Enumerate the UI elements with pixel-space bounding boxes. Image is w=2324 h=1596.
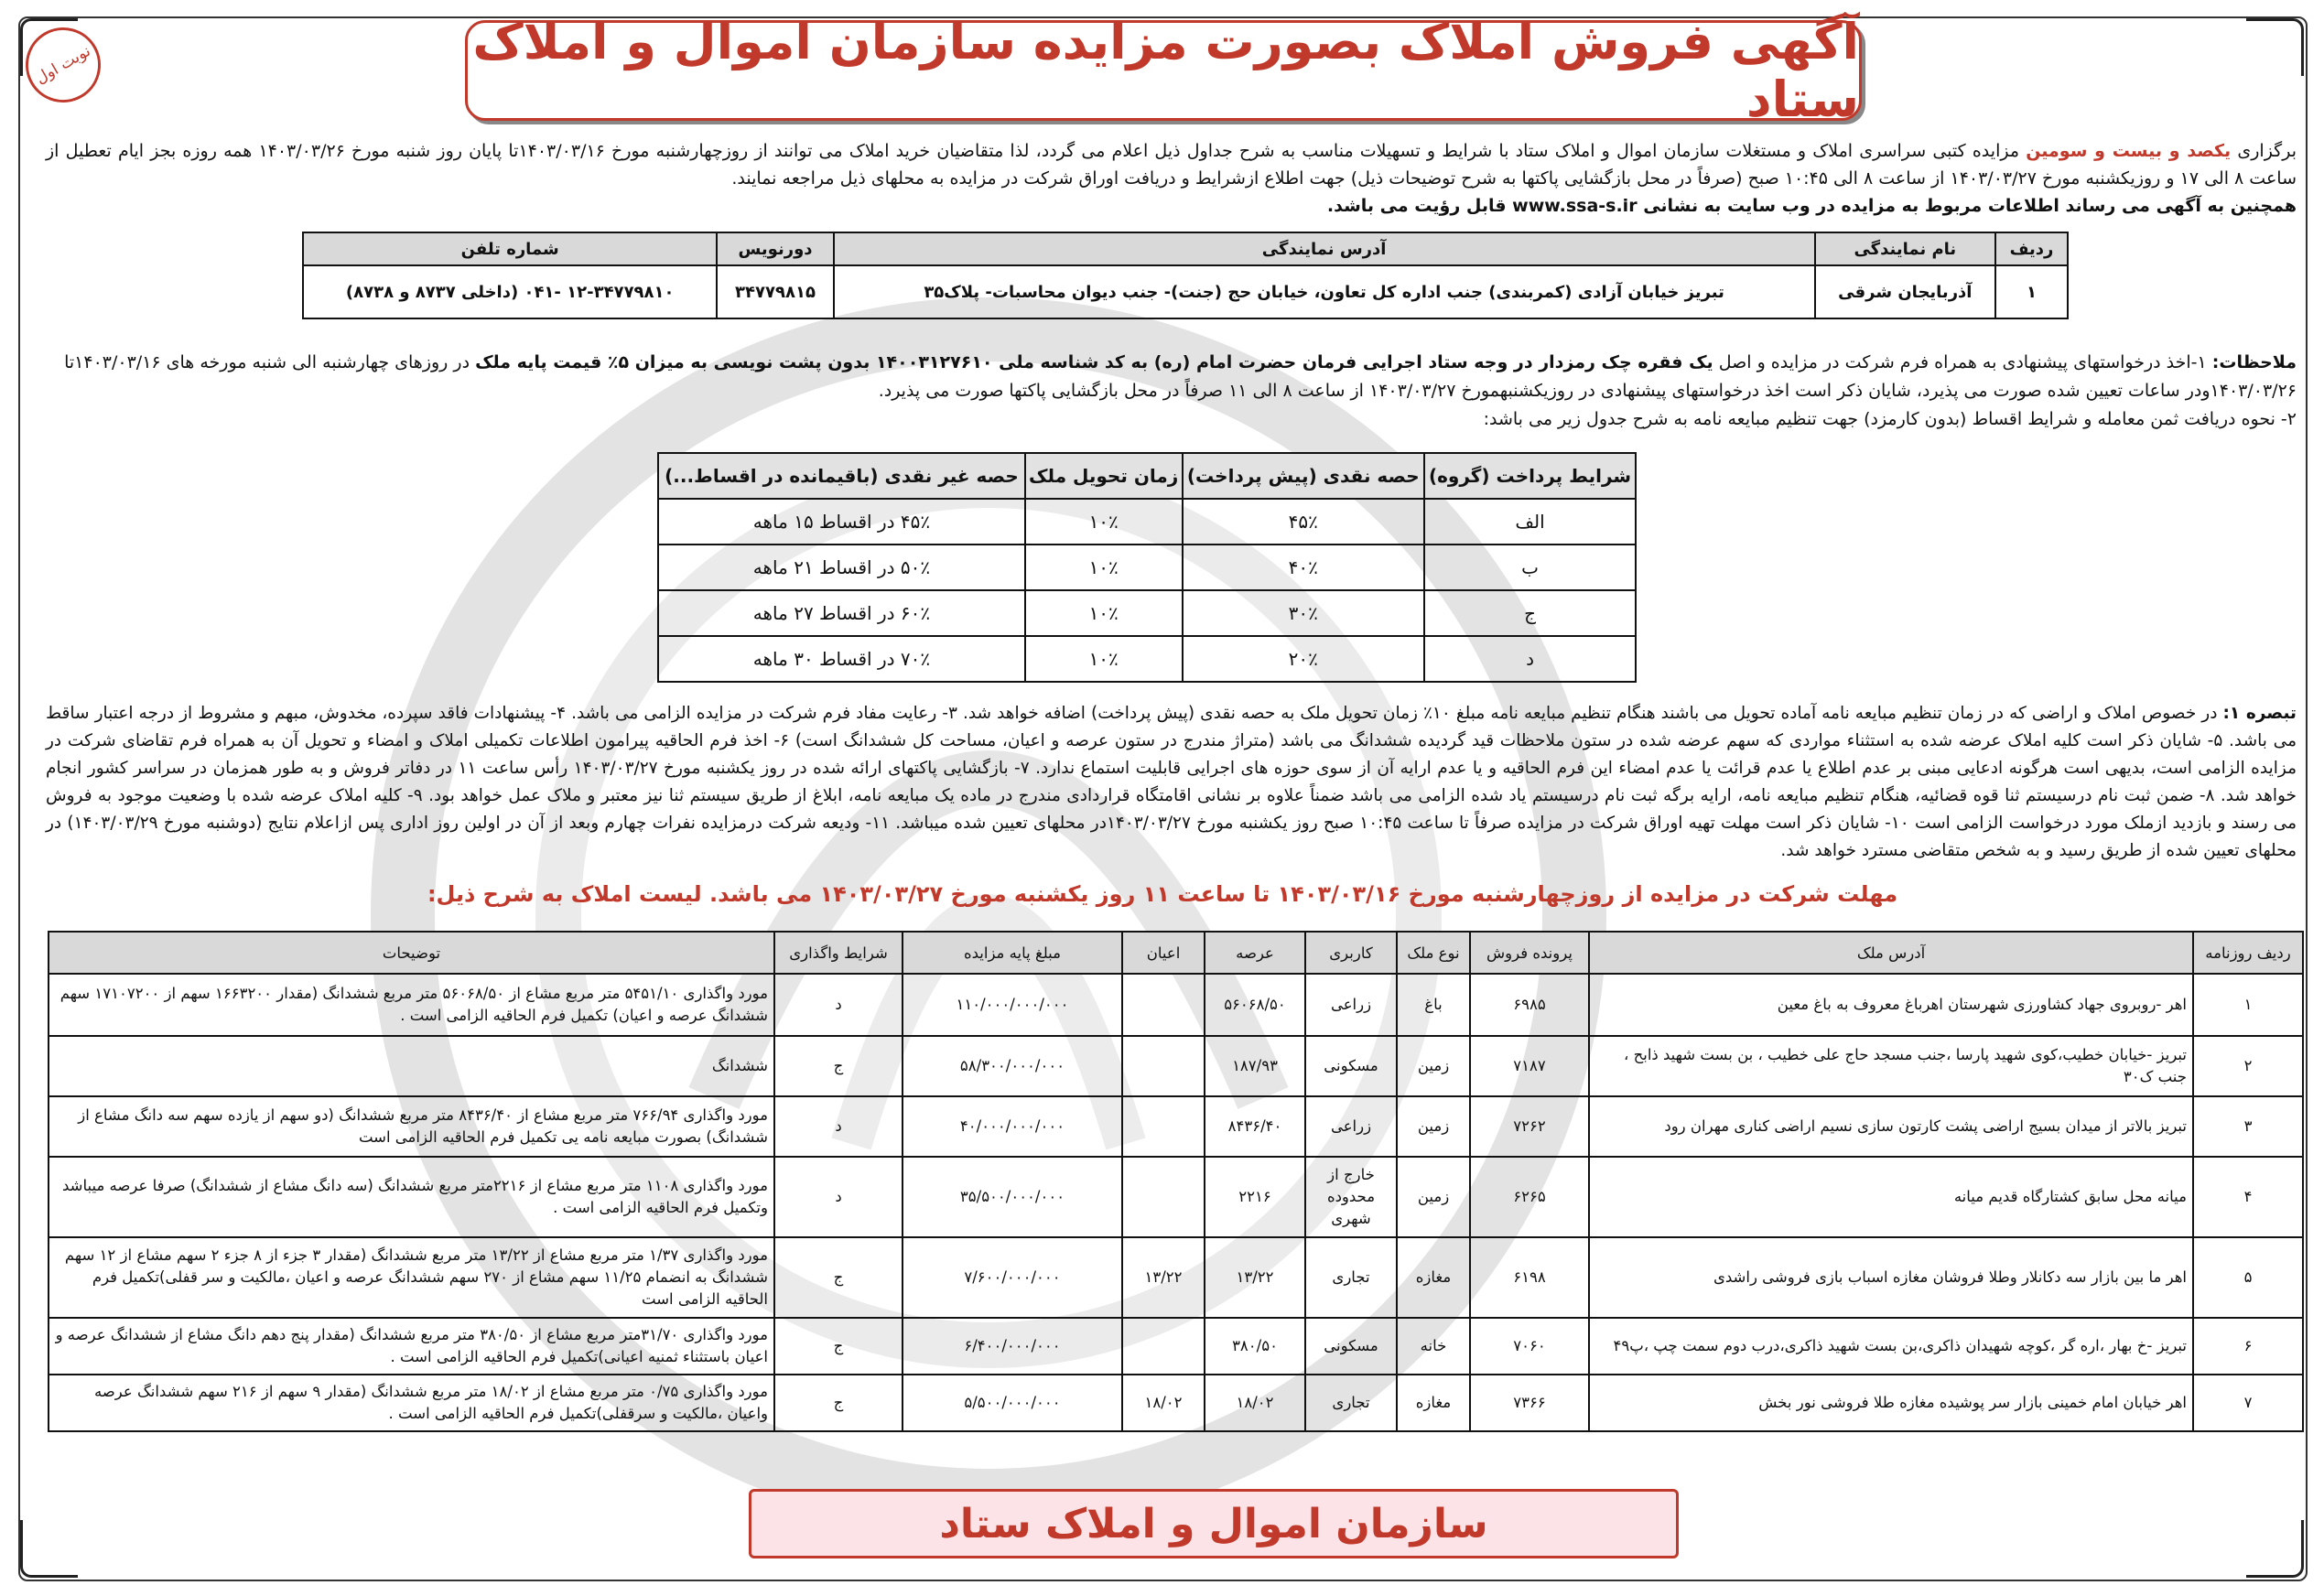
props-cell: زمین xyxy=(1397,1157,1470,1237)
agency-cell: ۱ xyxy=(1995,265,2068,318)
props-row xyxy=(49,1036,2303,1096)
props-row xyxy=(49,974,2303,1036)
props-cell: میانه محل سابق کشتارگاه قدیم میانه xyxy=(1589,1157,2193,1237)
pay-cell: ۱۰٪ xyxy=(1025,590,1183,636)
props-header: شرایط واگذاری xyxy=(774,932,903,974)
props-cell: ۲ xyxy=(2193,1036,2303,1096)
props-cell: ۴ xyxy=(2193,1157,2303,1237)
props-cell: ۶ xyxy=(2193,1318,2303,1375)
props-cell: ۷/۶۰۰/۰۰۰/۰۰۰ xyxy=(903,1237,1122,1318)
notes-section: ملاحظات: ۱-اخذ درخواستهای پیشنهادی به همراه فرم شرکت در مزایده و اصل یک فقره چک رمزدار در وجه ستاد اجرایی فرمان حضرت امام (ره) به کد شناسه ملی ۱۴۰۰۳۱۲۷۶۱۰ بدون پشت نویسی به میزان ۵٪ قیمت پایه ملک در روزهای چهارشنبه الی شنبه مورخه های ۱۴۰۳/۰۳/۱۶تا ۱۴۰۳/۰۳/۲۶ودر ساعات تعیین شده صورت می پذیرد، شایان ذکر است اخذ درخواستهای پیشنهادی در روزیکشنبهمورخ ۱۴۰۳/۰۳/۲۷ از ساعت ۸ الی ۱۱ صرفاً در محل بازگشایی پاکتها صورت می پذیرد. ۲- نحوه دریافت ثمن معامله و شرایط اقساط (بدون کارمزد) جهت تنظیم مبایعه نامه به شرح جدول زیر می باشد: xyxy=(64,352,2297,429)
props-cell: تبریز -خ بهار ،اره گر ،کوچه شهیدان ذاکری،بن بست شهید ذاکری،درب دوم سمت چپ ،پ۴۹ xyxy=(1589,1318,2193,1375)
props-cell: ششدانگ xyxy=(49,1036,774,1096)
pay-cell: الف xyxy=(1424,499,1636,545)
props-cell: خارج از محدوده شهری xyxy=(1305,1157,1397,1237)
props-header: کاربری xyxy=(1305,932,1397,974)
props-header: مبلغ پایه مزایده xyxy=(903,932,1122,974)
props-header: اعیان xyxy=(1122,932,1205,974)
props-row xyxy=(49,1375,2303,1431)
props-cell: ۶/۴۰۰/۰۰۰/۰۰۰ xyxy=(903,1318,1122,1375)
agency-header: ردیف xyxy=(1995,232,2068,265)
props-cell: تبریز بالاتر از میدان بسیج اراضی پشت کارتون سازی نسیم اراضی کناری مهران رود xyxy=(1589,1096,2193,1157)
props-header: نوع ملک xyxy=(1397,932,1470,974)
props-cell: مورد واگذاری ۳۱/۷۰متر مربع مشاع از ۳۸۰/۵۰ متر مربع ششدانگ (مقدار پنج دهم دانگ مشاع از ششدانگ عرصه و اعیان باستثناء ثمنیه اعیانی)تکمیل فرم الحاقیه الزامی است . xyxy=(49,1318,774,1375)
deadline-notice: مهلت شرکت در مزایده از روزچهارشنبه مورخ ۱۴۰۳/۰۳/۱۶ تا ساعت ۱۱ روز یکشنبه مورخ ۱۴۰۳/۰۳/۲۷ می باشد. لیست املاک به شرح ذیل: xyxy=(427,881,1898,907)
props-cell: مسکونی xyxy=(1305,1036,1397,1096)
props-header: آدرس ملک xyxy=(1589,932,2193,974)
pay-cell: ۴۵٪ در اقساط ۱۵ ماهه xyxy=(658,499,1025,545)
props-cell: ج xyxy=(774,1237,903,1318)
props-cell: ۴۰/۰۰۰/۰۰۰/۰۰۰ xyxy=(903,1096,1122,1157)
props-cell: ۱۸۷/۹۳ xyxy=(1205,1036,1305,1096)
props-cell: ۵/۵۰۰/۰۰۰/۰۰۰ xyxy=(903,1375,1122,1431)
props-cell: مورد واگذاری ۱۱۰۸ متر مربع مشاع از ۲۲۱۶متر مربع ششدانگ (سه دانگ مشاع از ششدانگ) صرفا عرصه میباشد وتکمیل فرم الحاقیه الزامی است . xyxy=(49,1157,774,1237)
props-cell: ۸۴۳۶/۴۰ xyxy=(1205,1096,1305,1157)
page-title: آگهی فروش املاک بصورت مزایده سازمان اموال و املاک ستاد xyxy=(465,20,1862,121)
props-cell: ۱ xyxy=(2193,974,2303,1036)
pay-cell: ۲۰٪ xyxy=(1183,636,1425,682)
pay-header: حصه غیر نقدی (باقیمانده در اقساط...) xyxy=(658,453,1025,499)
pay-header: شرایط پرداخت (گروه) xyxy=(1424,453,1636,499)
agency-header: شماره تلفن xyxy=(303,232,717,265)
intro-paragraph: برگزاری یکصد و بیست و سومین مزایده کتبی سراسری املاک و مستغلات سازمان اموال و املاک ستاد با شرایط و تسهیلات مناسب به شرح جداول ذیل اعلام می گردد، لذا متقاضیان خرید املاک می توانند از روزچهارشنبه مورخ ۱۴۰۳/۰۳/۱۶تا پایان روز شنبه مورخ ۱۴۰۳/۰۳/۲۶ همه روزه بجز ایام تعطیل از ساعت ۸ الی ۱۷ و روزیکشنبه مورخ ۱۴۰۳/۰۳/۲۷ از ساعت ۸ الی ۱۰:۴۵ صبح (صرفاً در محل بازگشایی پاکتها به شرح توضیحات ذیل) جهت اطلاع ازشرایط و دریافت اوراق شرکت در مزایده به محلهای ذیل مراجعه نمایند. همچنین به آگهی می رساند اطلاعات مربوط به مزایده در وب سایت به نشانی www.ssa-s.ir قابل رؤیت می باشد. xyxy=(46,137,2297,220)
pay-cell: ۱۰٪ xyxy=(1025,545,1183,590)
pay-header: حصه نقدی (پیش پرداخت) xyxy=(1183,453,1425,499)
props-cell: ج xyxy=(774,1375,903,1431)
props-header: عرصه xyxy=(1205,932,1305,974)
props-cell: ۷۰۶۰ xyxy=(1470,1318,1589,1375)
props-cell: اهر خیابان امام خمینی بازار سر پوشیده مغازه طلا فروشی نور بخش xyxy=(1589,1375,2193,1431)
check-requirement: یک فقره چک رمزدار در وجه ستاد اجرایی فرمان حضرت امام (ره) به کد شناسه ملی ۱۴۰۰۳۱۲۷۶۱۰ بدون پشت نویسی به میزان ۵٪ قیمت پایه ملک xyxy=(475,352,1713,372)
props-header: توضیحات xyxy=(49,932,774,974)
props-cell: ۷۳۶۶ xyxy=(1470,1375,1589,1431)
tabsere-label: تبصره ۱: xyxy=(2222,704,2297,723)
props-cell: ۱۸/۰۲ xyxy=(1122,1375,1205,1431)
pay-cell: ۶۰٪ در اقساط ۲۷ ماهه xyxy=(658,590,1025,636)
pay-row xyxy=(658,545,1636,590)
pay-cell: ۳۰٪ xyxy=(1183,590,1425,636)
props-cell: مسکونی xyxy=(1305,1318,1397,1375)
props-cell: اهر ما بین بازار سه دکانلار وطلا فروشان مغازه اسباب بازی فروشی راشدی xyxy=(1589,1237,2193,1318)
property-table xyxy=(48,931,2304,1432)
agency-cell: تبریز خیابان آزادی (کمربندی) جنب اداره کل تعاون، خیابان حج (جنت)- جنب دیوان محاسبات- پلاک۳۵ xyxy=(834,265,1815,318)
props-cell: زمین xyxy=(1397,1096,1470,1157)
props-cell xyxy=(1122,1157,1205,1237)
props-cell xyxy=(1122,1318,1205,1375)
auction-number: یکصد و بیست و سومین xyxy=(2026,141,2232,161)
agency-cell: ۳۴۷۷۹۸۱۵ xyxy=(717,265,833,318)
props-row xyxy=(49,1096,2303,1157)
pay-cell: ۴۵٪ xyxy=(1183,499,1425,545)
props-cell: د xyxy=(774,1157,903,1237)
pay-cell: ج xyxy=(1424,590,1636,636)
props-cell: ۷۲۶۲ xyxy=(1470,1096,1589,1157)
props-cell: مورد واگذاری ۱/۳۷ متر مربع مشاع از ۱۳/۲۲ متر مربع ششدانگ (مقدار ۳ جزء از ۸ جزء ۲ سهم مشاع از ۱۲ سهم ششدانگ به انضمام ۱۱/۲۵ سهم مشاع از ۲۷۰ سهم ششدانگ عرصه و اعیان ،مالکیت و سر قفلی)تکمیل فرم الحاقیه الزامی است xyxy=(49,1237,774,1318)
agency-cell: آذربایجان شرقی xyxy=(1815,265,1995,318)
corner-ornament xyxy=(20,1520,78,1578)
props-cell: تجاری xyxy=(1305,1375,1397,1431)
corner-ornament xyxy=(2246,18,2304,76)
agency-cell: ۱۲-۳۴۷۷۹۸۱۰ -۰۴۱ (داخلی ۸۷۳۷ و ۸۷۳۸) xyxy=(303,265,717,318)
props-cell: خانه xyxy=(1397,1318,1470,1375)
props-cell: ج xyxy=(774,1318,903,1375)
corner-ornament xyxy=(2246,1520,2304,1578)
props-cell: ۶۲۶۵ xyxy=(1470,1157,1589,1237)
pay-cell: د xyxy=(1424,636,1636,682)
pay-cell: ۴۰٪ xyxy=(1183,545,1425,590)
notes-label: ملاحظات: xyxy=(2211,352,2297,372)
props-cell: ۷۱۸۷ xyxy=(1470,1036,1589,1096)
props-cell: د xyxy=(774,974,903,1036)
props-cell: ۳۸۰/۵۰ xyxy=(1205,1318,1305,1375)
props-cell: ۲۲۱۶ xyxy=(1205,1157,1305,1237)
props-cell: تجاری xyxy=(1305,1237,1397,1318)
pay-cell: ب xyxy=(1424,545,1636,590)
agency-row xyxy=(303,265,2068,318)
footer-org-name: سازمان اموال و املاک ستاد xyxy=(749,1489,1679,1558)
pay-row xyxy=(658,499,1636,545)
props-cell: مغازه xyxy=(1397,1375,1470,1431)
props-cell: زمین xyxy=(1397,1036,1470,1096)
pay-cell: ۵۰٪ در اقساط ۲۱ ماهه xyxy=(658,545,1025,590)
pay-row xyxy=(658,590,1636,636)
props-row xyxy=(49,1157,2303,1237)
props-cell: ۱۳/۲۲ xyxy=(1205,1237,1305,1318)
props-cell: ۱۳/۲۲ xyxy=(1122,1237,1205,1318)
props-cell: ۳۵/۵۰۰/۰۰۰/۰۰۰ xyxy=(903,1157,1122,1237)
props-cell: تبریز -خیابان خطیب،کوی شهید پارسا ،جنب مسجد حاج علی خطیب ، بن بست شهید ذابح ، جنب ک۳۰ xyxy=(1589,1036,2193,1096)
pay-cell: ۷۰٪ در اقساط ۳۰ ماهه xyxy=(658,636,1025,682)
pay-header: زمان تحویل ملک xyxy=(1025,453,1183,499)
props-cell: ۷ xyxy=(2193,1375,2303,1431)
props-cell: ۵۶۰۶۸/۵۰ xyxy=(1205,974,1305,1036)
props-cell: ۵ xyxy=(2193,1237,2303,1318)
props-cell: زراعی xyxy=(1305,974,1397,1036)
props-row xyxy=(49,1237,2303,1318)
props-cell: باغ xyxy=(1397,974,1470,1036)
props-cell: مورد واگذاری ۵۴۵۱/۱۰ متر مربع مشاع از ۵۶۰۶۸/۵۰ متر مربع ششدانگ (مقدار ۱۶۶۳۲۰۰ سهم از ۱۷۱۰۷۲۰۰ سهم ششدانگ عرصه و اعیان) تکمیل فرم الحاقیه الزامی است . xyxy=(49,974,774,1036)
props-cell: ۵۸/۳۰۰/۰۰۰/۰۰۰ xyxy=(903,1036,1122,1096)
props-cell: ۶۹۸۵ xyxy=(1470,974,1589,1036)
props-header: پرونده فروش xyxy=(1470,932,1589,974)
props-cell: ج xyxy=(774,1036,903,1096)
props-cell: ۳ xyxy=(2193,1096,2303,1157)
website-notice: همچنین به آگهی می رساند اطلاعات مربوط به مزایده در وب سایت به نشانی www.ssa-s.ir قابل رؤیت می باشد. xyxy=(1326,196,2297,216)
props-cell: اهر -روبروی جهاد کشاورزی شهرستان اهرباغ معروف به باغ معین xyxy=(1589,974,2193,1036)
props-cell: مغازه xyxy=(1397,1237,1470,1318)
props-cell xyxy=(1122,1096,1205,1157)
props-header: ردیف روزنامه xyxy=(2193,932,2303,974)
props-cell: د xyxy=(774,1096,903,1157)
tabsere-section: تبصره ۱: در خصوص املاک و اراضی که در زمان تنظیم مبایعه نامه آماده تحویل می باشند هنگام تنظیم مبایعه نامه مبلغ ۱۰٪ زمان تحویل ملک به حصه نقدی (پیش پرداخت) اضافه خواهد شد. ۳- رعایت مفاد فرم شرکت در مزایده الزامی می باشد. ۴- پیشنهادات فاقد سپرده، مخدوش، مبهم و مشروط از درجه اعتبار ساقط می باشد. ۵- شایان ذکر است کلیه املاک عرضه شده به استثناء مواردی که سهم عرضه شده در ستون ملاحظات قید گردیده ششدانگ می باشد (متراژ مندرج در ستون عرصه و اعیان، مساحت کل ششدانگ است) ۶- اخذ فرم الحاقیه پیرامون اطلاعات تکمیلی املاک و امضاء و تحویل آن به همراه فرم تقاضای شرکت در مزایده الزامی است، بدیهی است هرگونه ادعایی مبنی بر عدم اطلاع یا عدم قرائت یا عدم امضاء این فرم الحاقیه و یا عدم ارایه آن از سوی حوزه های اجرایی قابلیت استماع ندارد. ۷- بازگشایی پاکتهای ارائه شده در روز یکشنبه مورخ ۱۴۰۳/۰۳/۲۷ رأس ساعت ۱۱ در دفاتر فروش و به طور همزمان در سراسر کشور انجام خواهد شد. ۸- ضمن ثبت نام درسیستم ثنا قوه قضائیه، هنگام تنظیم مبایعه نامه، ارایه برگه ثبت نام درسیستم یاد شده الزامی می باشد ضمناً علاوه بر نشانی اقامتگاه قراردادی مندرج در ماده یک مبایعه نامه، ابلاغ از طریق سیستم ثنا نیز معتبر و ملاک عمل خواهد بود. ۹- کلیه املاک عرضه شده با وضعیت موجود به فروش می رسند و بازدید ازملک مورد درخواست الزامی است ۱۰- شایان ذکر است مهلت تهیه اوراق شرکت در مزایده صرفاً تا ساعت ۱۰:۴۵ صبح روز یکشنبه مورخ ۱۴۰۳/۰۳/۲۷در محلهای تعیین شده میباشد. ۱۱- ودیعه شرکت درمزایده نفرات چهارم وبعد از آن در اولین روز اداری پس ازاعلام نتایج (دوشنبه مورخ ۱۴۰۳/۰۳/۲۹) در محلهای تعیین شده از طریق رسید و به شخص متقاضی مسترد خواهد شد. xyxy=(46,704,2297,860)
props-cell: مورد واگذاری ۷۶۶/۹۴ متر مربع مشاع از ۸۴۳۶/۴۰ متر مربع ششدانگ (دو سهم از یازده سهم سه دانگ مشاع از ششدانگ) بصورت مبایعه نامه یی تکمیل فرم الحاقیه الزامی است xyxy=(49,1096,774,1157)
agency-header: دورنویس xyxy=(717,232,833,265)
props-cell: ۱۸/۰۲ xyxy=(1205,1375,1305,1431)
props-cell xyxy=(1122,1036,1205,1096)
agency-table xyxy=(302,232,2069,319)
pay-cell: ۱۰٪ xyxy=(1025,499,1183,545)
payment-terms-table xyxy=(657,452,1637,683)
pay-cell: ۱۰٪ xyxy=(1025,636,1183,682)
props-cell: ۶۱۹۸ xyxy=(1470,1237,1589,1318)
props-cell: ۱۱۰/۰۰۰/۰۰۰/۰۰۰ xyxy=(903,974,1122,1036)
props-cell: زراعی xyxy=(1305,1096,1397,1157)
pay-row xyxy=(658,636,1636,682)
agency-header: آدرس نمایندگی xyxy=(834,232,1815,265)
agency-header: نام نمایندگی xyxy=(1815,232,1995,265)
props-cell xyxy=(1122,974,1205,1036)
props-row xyxy=(49,1318,2303,1375)
props-cell: مورد واگذاری ۰/۷۵ متر مربع مشاع از ۱۸/۰۲ متر مربع ششدانگ (مقدار ۹ سهم از ۲۱۶ سهم ششدانگ عرصه واعیان ،مالکیت و سرقفلی)تکمیل فرم الحاقیه الزامی است . xyxy=(49,1375,774,1431)
first-round-stamp: نوبت اول xyxy=(12,14,114,116)
